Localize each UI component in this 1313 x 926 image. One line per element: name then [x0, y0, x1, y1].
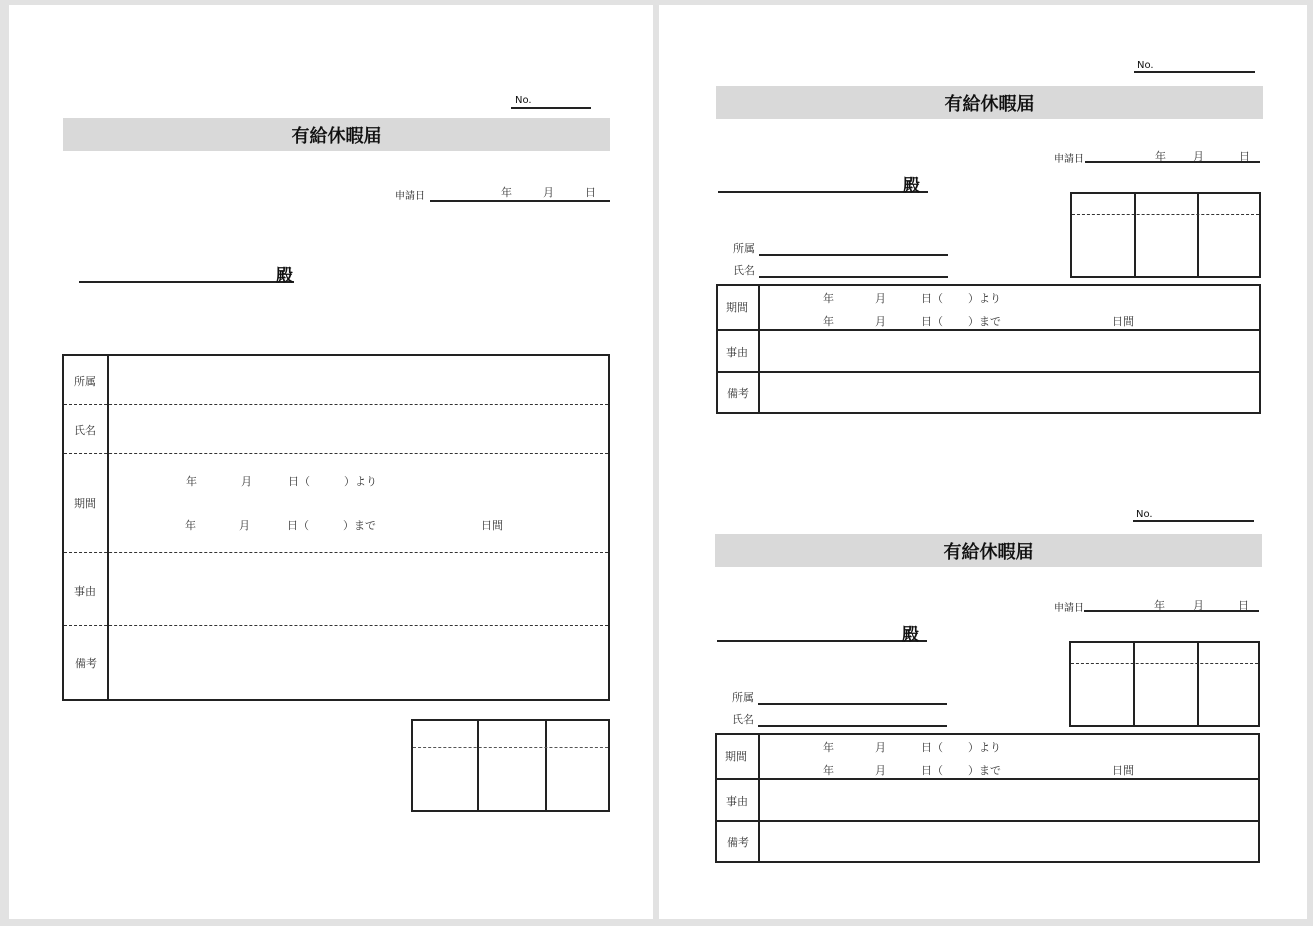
- period-from-day: 日（: [288, 475, 310, 488]
- field-label-affiliation: 所属: [74, 375, 96, 388]
- reason-input-a[interactable]: [761, 332, 1259, 370]
- apply-date-field[interactable]: [430, 200, 610, 202]
- no-label: No.: [515, 95, 532, 106]
- period-to-day-a: 日（: [921, 315, 943, 328]
- field-label-period: 期間: [74, 497, 96, 510]
- apply-date-label: 申請日: [395, 191, 425, 202]
- remarks-input-a[interactable]: [761, 374, 1259, 412]
- addressee-field[interactable]: [79, 281, 294, 283]
- period-from-year: 年: [186, 475, 197, 488]
- no-field-a[interactable]: [1134, 71, 1255, 73]
- period-label-b: 期間: [725, 750, 747, 763]
- apply-month-b: 月: [1193, 599, 1204, 612]
- period-from-year-b: 年: [823, 741, 834, 754]
- addressee-suffix-b: 殿: [902, 625, 919, 645]
- no-field-b[interactable]: [1133, 520, 1254, 522]
- form-title-b: [715, 534, 1262, 567]
- period-to-year: 年: [185, 519, 196, 532]
- period-from-suffix: ）より: [344, 475, 377, 488]
- period-to-day: 日（: [287, 519, 309, 532]
- remarks-input[interactable]: [110, 628, 608, 699]
- apply-date-label-a: 申請日: [1054, 154, 1084, 165]
- period-from-day-b: 日（: [921, 741, 943, 754]
- reason-label-b: 事由: [726, 795, 748, 808]
- period-to-year-b: 年: [823, 764, 834, 777]
- period-to-suffix-a: ）まで: [968, 315, 1001, 328]
- period-days-label: 日間: [481, 519, 503, 532]
- affiliation-input[interactable]: [110, 356, 608, 403]
- field-label-name: 氏名: [74, 424, 96, 437]
- form-table-b: [715, 733, 1260, 863]
- period-from-month-a: 月: [875, 292, 886, 305]
- name-field-a[interactable]: [759, 276, 948, 278]
- main-form-table: [62, 354, 610, 701]
- form-table-a: [716, 284, 1261, 414]
- affiliation-label-b: 所属: [732, 691, 754, 704]
- field-label-remarks: 備考: [75, 657, 97, 670]
- no-field[interactable]: [511, 107, 591, 109]
- approval-stamp-boxes-a: [1070, 192, 1261, 278]
- period-to-month: 月: [239, 519, 250, 532]
- period-from-year-a: 年: [823, 292, 834, 305]
- period-to-day-b: 日（: [921, 764, 943, 777]
- period-days-b: 日間: [1112, 764, 1134, 777]
- approval-stamp-boxes-b: [1069, 641, 1260, 727]
- reason-label-a: 事由: [726, 346, 748, 359]
- period-to-year-a: 年: [823, 315, 834, 328]
- affiliation-field-a[interactable]: [759, 254, 948, 256]
- period-from-suffix-b: ）より: [968, 741, 1001, 754]
- form-title: [63, 118, 610, 151]
- name-label-a: 氏名: [733, 264, 755, 277]
- apply-date-label-b: 申請日: [1054, 603, 1084, 614]
- remarks-label-b: 備考: [727, 836, 749, 849]
- no-label-a: No.: [1137, 60, 1154, 71]
- apply-month-a: 月: [1193, 150, 1204, 163]
- form-title-a: [716, 86, 1263, 119]
- name-label-b: 氏名: [732, 713, 754, 726]
- apply-date-field-b[interactable]: [1084, 610, 1259, 612]
- name-field-b[interactable]: [758, 725, 947, 727]
- addressee-suffix: 殿: [276, 266, 293, 286]
- approval-stamp-boxes: [411, 719, 610, 812]
- period-from-day-a: 日（: [921, 292, 943, 305]
- apply-year-label: 年: [501, 186, 512, 199]
- form-title-text: 有給休暇届: [291, 125, 382, 147]
- addressee-field-a[interactable]: [718, 191, 928, 193]
- period-label-a: 期間: [726, 301, 748, 314]
- remarks-input-b[interactable]: [761, 823, 1258, 861]
- apply-year-b: 年: [1154, 599, 1165, 612]
- reason-input[interactable]: [110, 555, 608, 624]
- apply-day-label: 日: [585, 186, 596, 199]
- addressee-suffix-a: 殿: [903, 176, 920, 196]
- period-to-month-a: 月: [875, 315, 886, 328]
- apply-year-a: 年: [1155, 150, 1166, 163]
- apply-day-a: 日: [1239, 150, 1250, 163]
- period-from-suffix-a: ）より: [968, 292, 1001, 305]
- period-to-suffix: ）まで: [343, 519, 376, 532]
- period-to-suffix-b: ）まで: [968, 764, 1001, 777]
- reason-input-b[interactable]: [761, 781, 1258, 819]
- apply-date-field-a[interactable]: [1085, 161, 1260, 163]
- remarks-label-a: 備考: [727, 387, 749, 400]
- period-from-month-b: 月: [875, 741, 886, 754]
- form-title-a-text: 有給休暇届: [944, 93, 1035, 115]
- page-2: [659, 5, 1307, 919]
- affiliation-field-b[interactable]: [758, 703, 947, 705]
- name-input[interactable]: [110, 406, 608, 452]
- no-label-b: No.: [1136, 509, 1153, 520]
- period-to-month-b: 月: [875, 764, 886, 777]
- form-title-b-text: 有給休暇届: [943, 541, 1034, 563]
- addressee-field-b[interactable]: [717, 640, 927, 642]
- field-label-reason: 事由: [74, 585, 96, 598]
- period-from-month: 月: [241, 475, 252, 488]
- period-days-a: 日間: [1112, 315, 1134, 328]
- page-1: [9, 5, 653, 919]
- apply-day-b: 日: [1238, 599, 1249, 612]
- apply-month-label: 月: [543, 186, 554, 199]
- affiliation-label-a: 所属: [733, 242, 755, 255]
